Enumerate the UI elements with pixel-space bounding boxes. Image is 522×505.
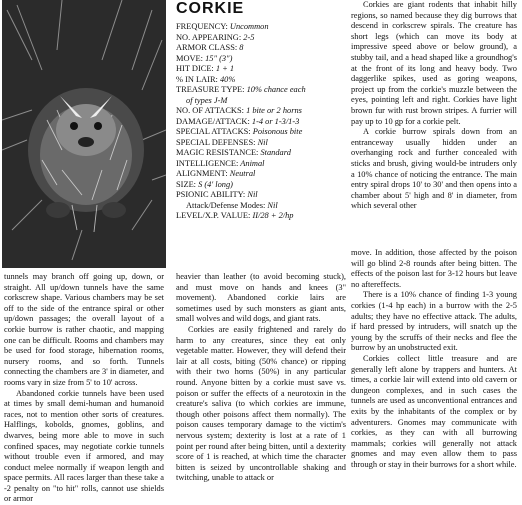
stat-label: DAMAGE/ATTACK: <box>176 116 250 126</box>
stat-label: TREASURE TYPE: <box>176 85 245 94</box>
corkie-illustration <box>2 0 166 268</box>
stat-row <box>176 190 344 201</box>
paragraph: Corkies collect little treasure and are generally left alone by trappers and hunters. At times, a corkie lair will extend into old cavern or dungeon complexes, and in such cases the tunnels are used as unconventional entrances and exits by the inhabitants of the complex or by adventurers. Gnomes may communicate with corkies, as they can with all burrowing mammals; corkies will generally not attack gnomes and may even allow them to pass through or stay in their burrows for a short while. <box>351 353 517 469</box>
stat-value: Nil <box>255 137 268 147</box>
stat-label: PSIONIC ABILITY: <box>176 190 246 199</box>
stat-label: NO. APPEARING: <box>176 32 242 42</box>
stat-value: S (4' long) <box>196 179 233 189</box>
stat-row <box>176 180 344 191</box>
stat-value: 1 + 1 <box>213 64 235 73</box>
stat-value: Uncommon <box>227 22 269 31</box>
text-column-3 <box>351 0 517 212</box>
stat-value: Neutral <box>227 169 256 178</box>
stat-value: 1 bite or 2 horns <box>243 106 302 115</box>
paragraph: tunnels may branch off going up, down, or straight. All up/down tunnels have the same corkscrew shape. Various chambers may be set off to the side of the entrance spiral or other up/down passages; the overall layout of a corkie burrow is rather chaotic, and mapping one can be difficult. Rooms and chambers may be used for food storage, hibernation rooms, nursery rooms, and so forth. Tunnels connecting the chambers are 3' in diameter, and rooms vary in size from 5' to 10' across. <box>4 272 164 387</box>
stat-value: Poisonous bite <box>250 127 303 136</box>
stat-row <box>176 127 344 138</box>
stat-row <box>176 211 344 222</box>
stat-label: FREQUENCY: <box>176 22 228 31</box>
stat-label: INTELLIGENCE: <box>176 158 239 168</box>
stat-row <box>176 148 344 159</box>
stat-label: ALIGNMENT: <box>176 169 228 178</box>
stat-label: SPECIAL DEFENSES: <box>176 137 256 147</box>
stat-row <box>176 43 344 54</box>
stat-value: 8 <box>237 43 244 52</box>
stat-row <box>176 54 344 65</box>
stat-label: NO. OF ATTACKS: <box>176 106 244 115</box>
stat-label: Attack/Defense Modes: <box>186 200 266 210</box>
stat-label: LEVEL/X.P. VALUE: <box>176 211 251 220</box>
stat-value: Nil <box>265 200 278 210</box>
stat-value: 2-5 <box>241 32 255 42</box>
stat-row <box>176 201 344 212</box>
stat-row <box>176 64 344 75</box>
stat-label: MAGIC RESISTANCE: <box>176 148 259 157</box>
paragraph: move. In addition, those affected by the poison will go blind 2-8 rounds after being bitten. The effects of the poison last for 3-12 hours but leave no aftereffects. <box>351 248 517 289</box>
stat-value: of types J-M <box>186 95 228 105</box>
paragraph: There is a 10% chance of finding 1-3 young corkies (1-4 hp each) in a burrow with the 2-5 adults; they have no effective attack. The adults, if hard pressed by intruders, will snatch up the young by the scruffs of their necks and flee the burrow by an unobstructed exit. <box>351 290 517 353</box>
page-title: CORKIE <box>176 0 245 17</box>
stat-value: 10% chance each <box>244 85 306 94</box>
stat-row <box>176 22 344 33</box>
stat-value: Nil <box>245 190 258 199</box>
text-column-3-bottom <box>351 248 517 470</box>
stat-label: ARMOR CLASS: <box>176 43 238 52</box>
stat-label: % IN LAIR: <box>176 74 218 84</box>
stat-row <box>176 159 344 170</box>
stat-value: II/28 + 2/hp <box>250 211 294 220</box>
stat-row <box>176 106 344 117</box>
paragraph: Corkies are giant rodents that inhabit hilly regions, so named because they dig burrows that descend in corkscrew spirals. The creature has short legs (which can move its body at impressive speed above or below ground), a stubby tail, and a head shaped like a groundhog's at the front of its long and heavy body. Two daggerlike spikes, used as goring weapons, project up from the corkie's muzzle between the eyes, pointing left and right. Corkies have light brown fur with rust brown stripes. A furrier will pay up to 10 gp for a corkie pelt. <box>351 0 517 126</box>
text-column-1 <box>4 272 164 505</box>
paragraph: heavier than leather (to avoid becoming stuck), and must move on hands and knees (3" movement). Abandoned corkie lairs are sometimes used by such monsters as giant ants, small wolves and wild dogs, and giant rats. <box>176 272 346 324</box>
stat-row <box>176 33 344 44</box>
text-column-2 <box>176 272 346 484</box>
stat-row <box>176 85 344 96</box>
paragraph: Corkies are easily frightened and rarely do harm to any creatures, since they eat only vegetable matter. However, they will defend their lair at all costs, biting (50% chance) or ripping with their two horns (50%) in any particular round. Anyone bitten by a corkie must save vs. poison or suffer the effects of a neurotoxin in the creature's saliva (to which corkies are immune, though other poisons affect them normally). The poison causes temporary damage to the victim's nervous system; dexterity is lost at a rate of 1 point per round after being bitten, until a dexterity score of 1 is reached, at which time the character bitten is seized by uncontrollable shaking and twitching, unable to attack or <box>176 324 346 483</box>
paragraph: A corkie burrow spirals down from an entranceway usually hidden under an overhanging rock and further concealed with sticks and brush, giving would-be intruders only a 10% chance of noticing the entrance. The main entry spiral drops 10' to 30' and then opens into a chamber about 5' high and 8' in diameter, from which several other <box>351 127 517 211</box>
stat-label: HIT DICE: <box>176 64 214 73</box>
stat-row <box>176 117 344 128</box>
stat-row <box>176 138 344 149</box>
stat-value: Standard <box>258 148 291 157</box>
stat-block <box>176 22 344 222</box>
stat-row <box>176 96 344 107</box>
stat-label: MOVE: <box>176 53 203 63</box>
stat-row <box>176 75 344 86</box>
stat-row <box>176 169 344 180</box>
stat-value: Animal <box>238 158 265 168</box>
stat-value: 40% <box>217 74 236 84</box>
stat-label: SPECIAL ATTACKS: <box>176 127 251 136</box>
stat-value: 1-4 or 1-3/1-3 <box>249 116 300 126</box>
paragraph: Abandoned corkie tunnels have been used at times by small demi-human and humanoid races, not to mention other sorts of creatures. Halflings, kobolds, gnomes, goblins, and dwarves, being more able to move in such confined spaces, may negotiate corkie tunnels without trouble even if armored, and may conduct melee normally if weapon length and space permits. All races larger than these take a -2 penalty on "to hit" rolls, cannot use shields or armor <box>4 388 164 504</box>
stat-value: 15" (3") <box>203 53 233 63</box>
stat-label: SIZE: <box>176 179 197 189</box>
